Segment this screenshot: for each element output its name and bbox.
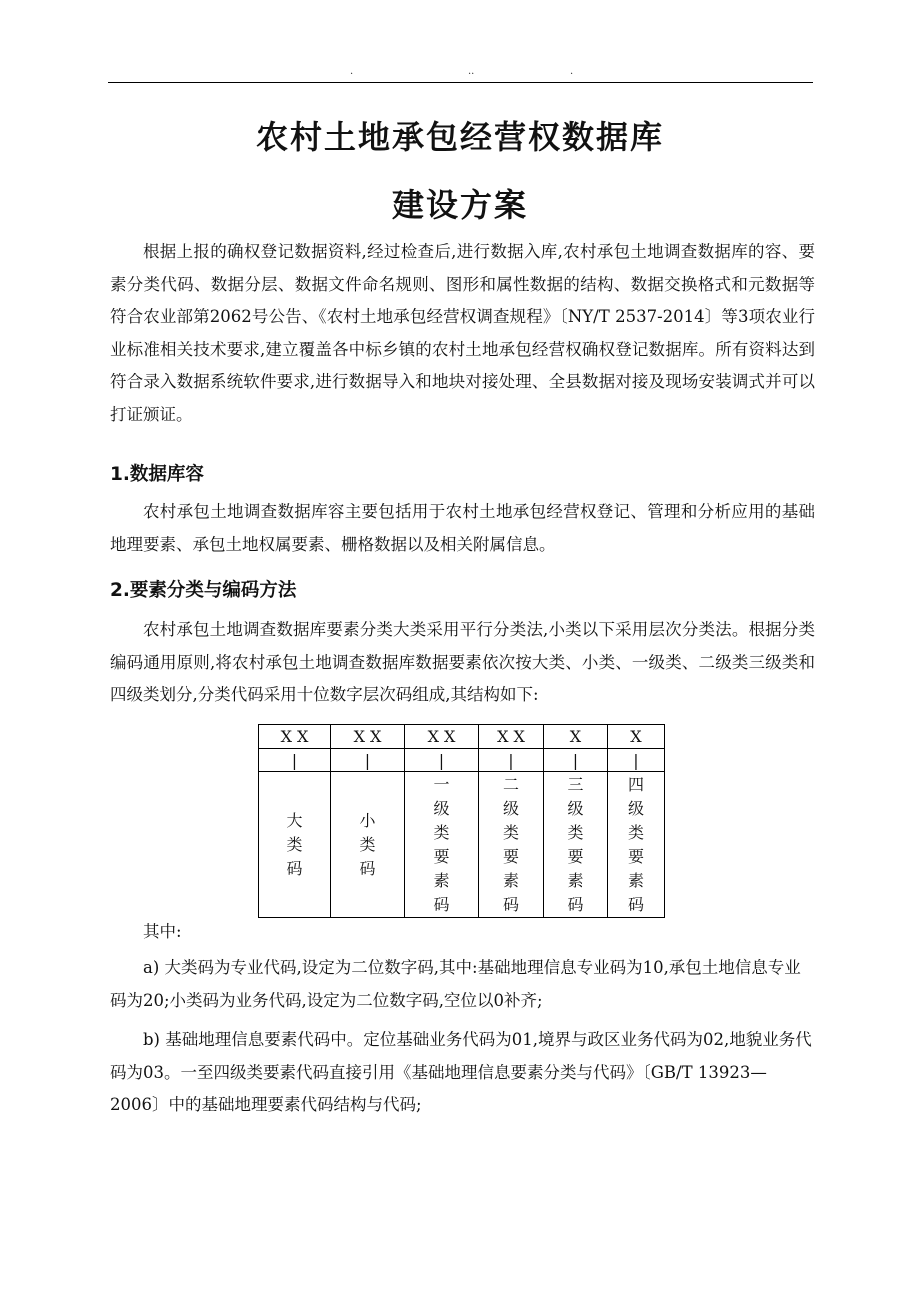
label-cell [608, 772, 665, 918]
label-text: 小类码 [359, 810, 376, 878]
label-text: 大类码 [286, 810, 303, 878]
label-text: 四级类要素码 [627, 774, 644, 914]
code-structure-table [258, 724, 665, 918]
header-mark: . [350, 66, 354, 77]
code-cell: X X [479, 725, 544, 749]
connector-cell: | [479, 749, 544, 772]
label-text: 三级类要素码 [567, 774, 584, 914]
label-text: 一级类要素码 [433, 774, 450, 914]
note-a: a) 大类码为专业代码,设定为二位数字码,其中:基础地理信息专业码为10,承包土地信息专业码为20;小类码为业务代码,设定为二位数字码,空位以0补齐; [110, 958, 801, 1010]
document-subtitle: 建设方案 [391, 186, 528, 224]
header-marks [108, 66, 813, 80]
connector-cell: | [405, 749, 479, 772]
code-cell: X X [331, 725, 405, 749]
header-rule [108, 82, 813, 83]
code-cell: X [608, 725, 665, 749]
document-title: 农村土地承包经营权数据库 [255, 118, 664, 156]
label-cell [405, 772, 479, 918]
section-2-paragraph: 农村承包土地调查数据库要素分类大类采用平行分类法,小类以下采用层次分类法。根据分类编码通用原则,将农村承包土地调查数据库数据要素依次按大类、小类、一级类、二级类三级类和四级类划分,分类代码采用十位数字层次码组成,其结构如下: [110, 620, 815, 704]
label-text: 二级类要素码 [502, 774, 519, 914]
label-cell [544, 772, 608, 918]
code-cell: X X [405, 725, 479, 749]
code-cell: X [544, 725, 608, 749]
notes-intro: 其中: [143, 922, 182, 941]
connector-cell: | [608, 749, 665, 772]
label-cell [331, 772, 405, 918]
header-mark: . [570, 66, 574, 77]
header-mark: .. [468, 66, 475, 77]
section-heading-1: 1.数据库容 [110, 464, 204, 485]
connector-cell: | [259, 749, 331, 772]
label-cell [479, 772, 544, 918]
section-1-paragraph: 农村承包土地调查数据库容主要包括用于农村土地承包经营权登记、管理和分析应用的基础地理要素、承包土地权属要素、栅格数据以及相关附属信息。 [110, 502, 815, 554]
section-heading-2: 2.要素分类与编码方法 [110, 580, 297, 601]
note-b: b) 基础地理信息要素代码中。定位基础业务代码为01,境界与政区业务代码为02,地貌业务代码为03。一至四级类要素代码直接引用《基础地理信息要素分类与代码》〔GB/T 13923—2006〕中的基础地理要素代码结构与代码; [110, 1030, 812, 1114]
intro-paragraph: 根据上报的确权登记数据资料,经过检查后,进行数据入库,农村承包土地调查数据库的容、要素分类代码、数据分层、数据文件命名规则、图形和属性数据的结构、数据交换格式和元数据等符合农业部第2062号公告、《农村土地承包经营权调查规程》〔NY/T 2537-2014〕等3项农业行业标准相关技术要求,建立覆盖各中标乡镇的农村土地承包经营权确权登记数据库。所有资料达到符合录入数据系统软件要求,进行数据导入和地块对接处理、全县数据对接及现场安装调式并可以打证颁证。 [110, 242, 815, 424]
connector-cell: | [331, 749, 405, 772]
label-cell [259, 772, 331, 918]
code-cell: X X [259, 725, 331, 749]
connector-cell: | [544, 749, 608, 772]
